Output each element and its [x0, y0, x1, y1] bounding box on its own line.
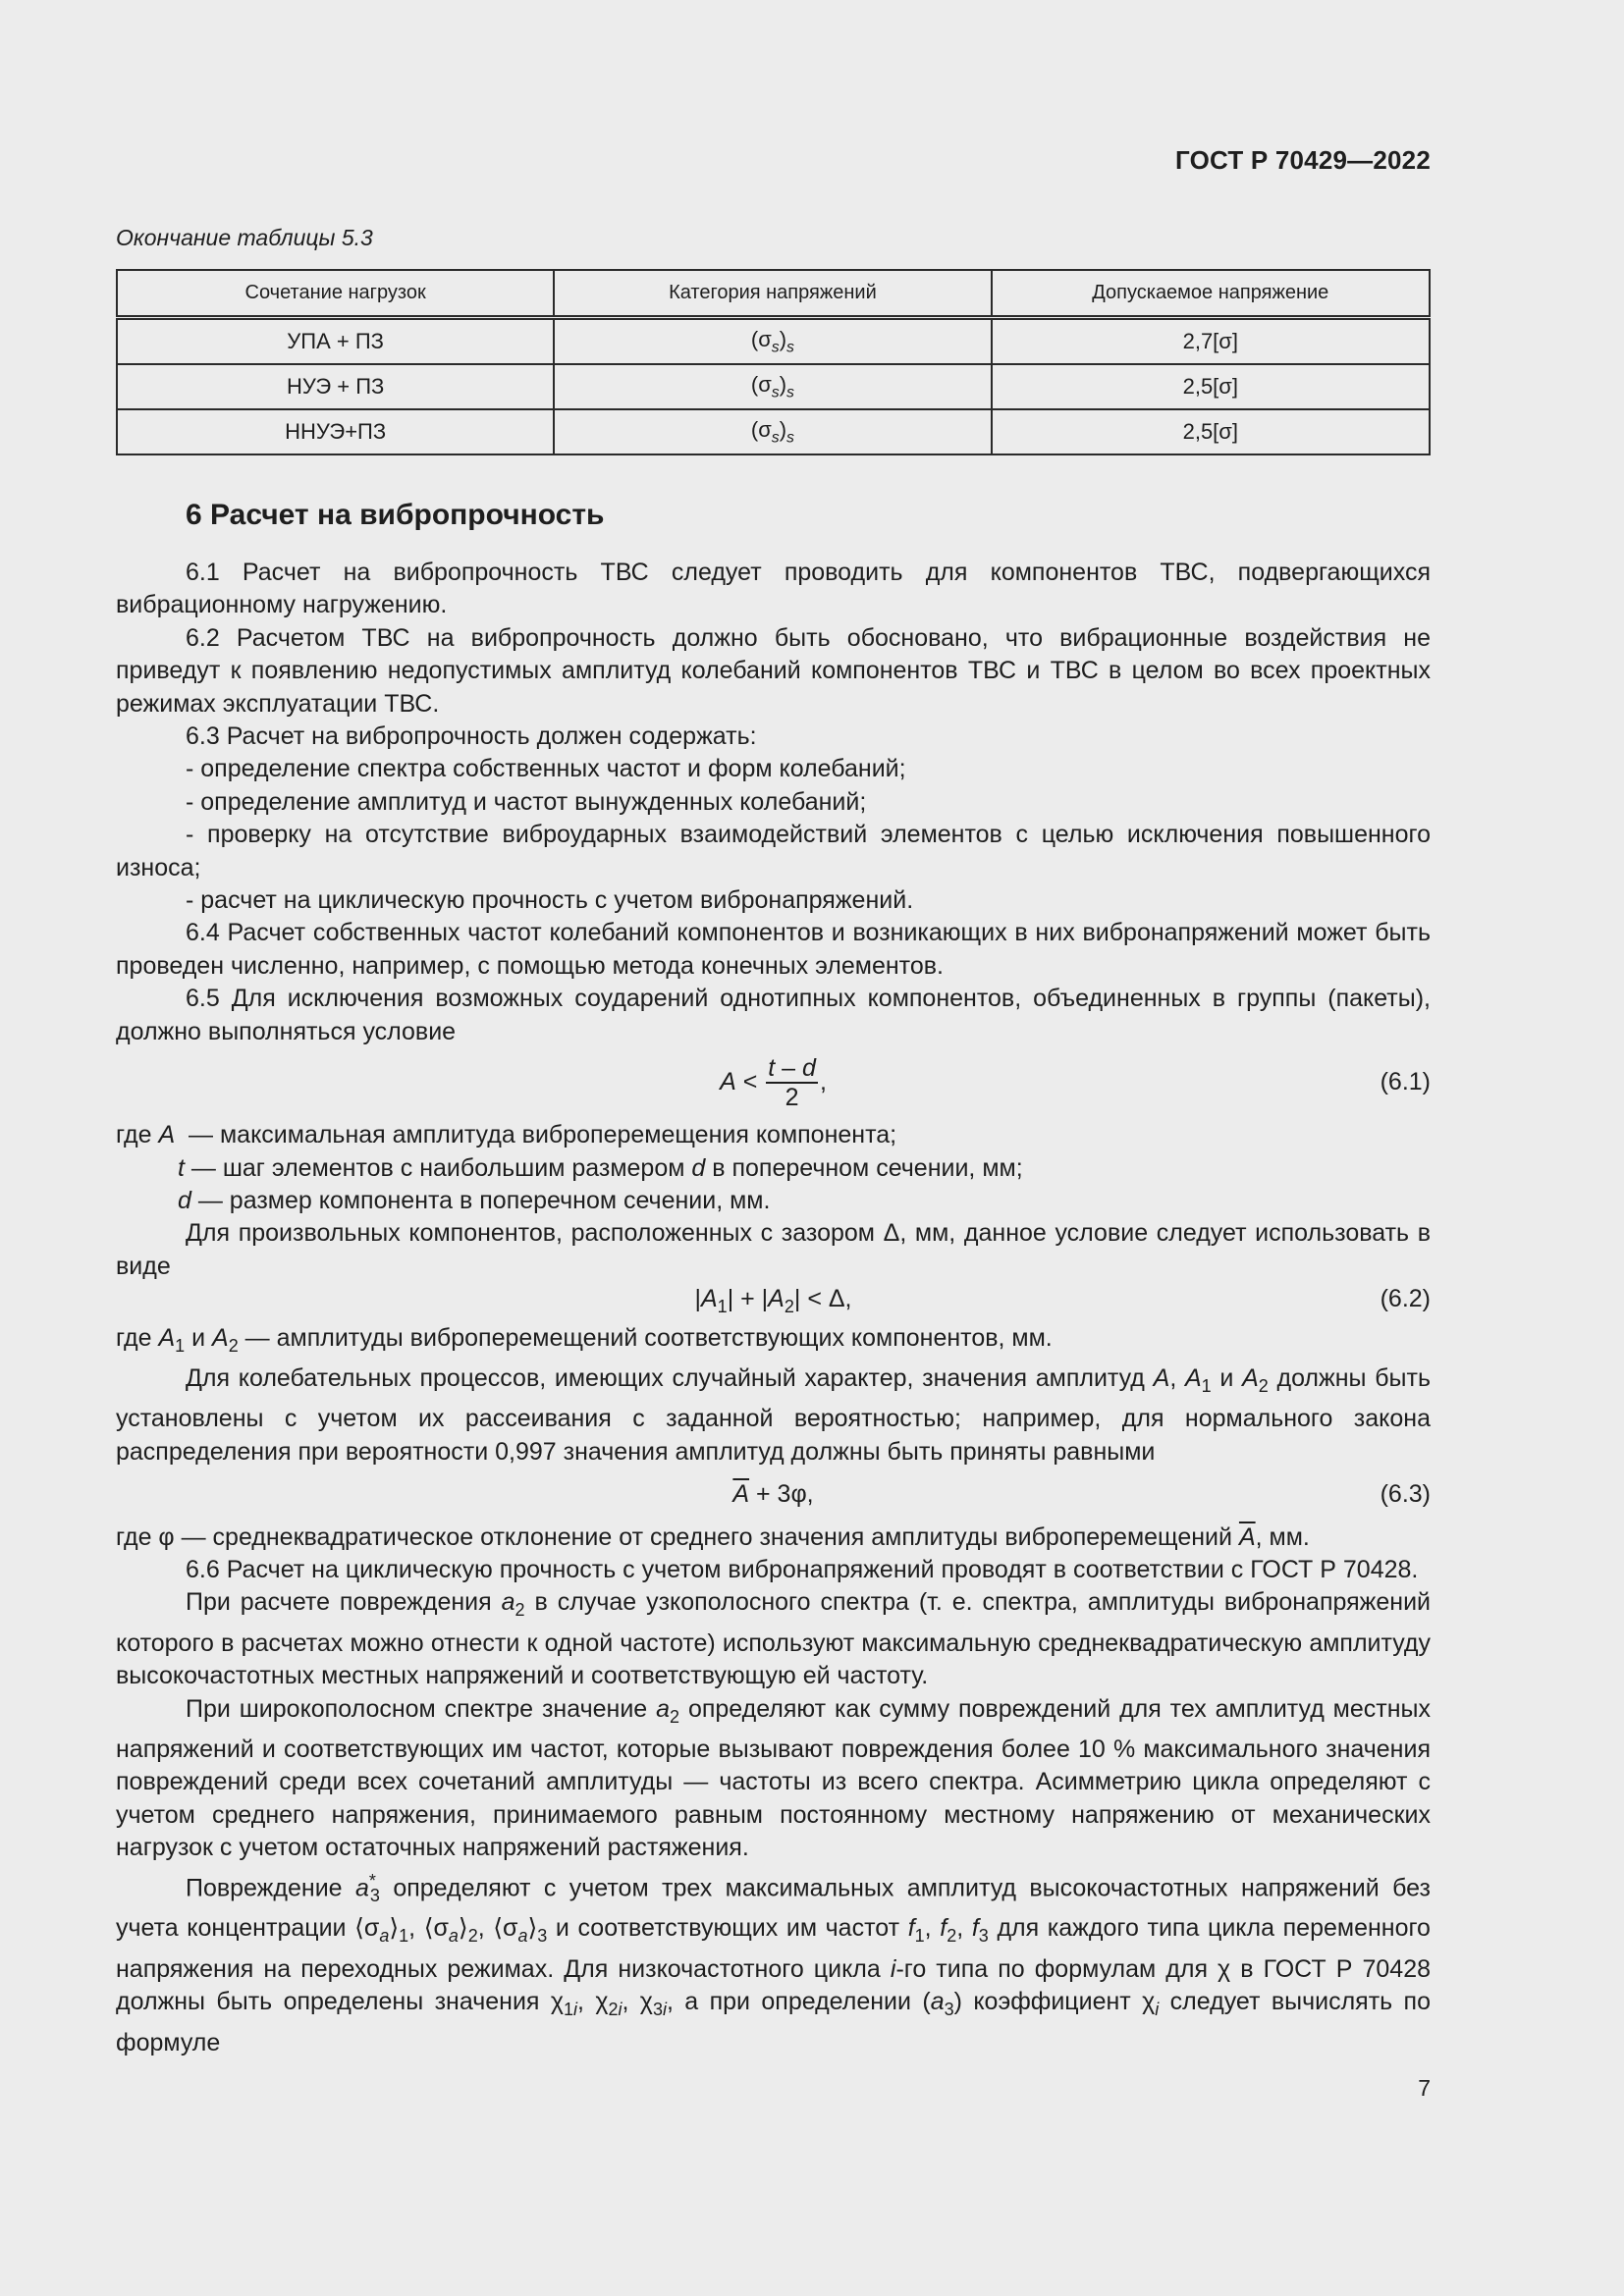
cell-load: НУЭ + ПЗ — [117, 364, 554, 409]
cell-load: УПА + ПЗ — [117, 318, 554, 365]
paragraph-6-3: 6.3 Расчет на вибропрочность должен содержать: — [186, 722, 757, 751]
list-item: - расчет на циклическую прочность с учетом вибронапряжений. — [186, 886, 914, 915]
paragraph-6-1: 6.1 Расчет на вибропрочность ТВС следует проводить для компонентов ТВС, подвергающихся вибрационному нагружению. — [116, 559, 1431, 619]
cell-allowable: 2,5[σ] — [992, 409, 1430, 454]
cell-allowable: 2,7[σ] — [992, 318, 1430, 365]
cell-allowable: 2,5[σ] — [992, 364, 1430, 409]
col-header-allowable-stress: Допускаемое напряжение — [992, 270, 1430, 318]
where-a: где A — максимальная амплитуда виброперемещения компонента; — [116, 1121, 897, 1149]
list-item: - определение амплитуд и частот вынужденных колебаний; — [186, 787, 867, 816]
table-row — [117, 409, 1430, 454]
paragraph-6-4: 6.4 Расчет собственных частот колебаний компонентов и возникающих в них вибронапряжений может быть проведен численно, например, с помощью метода конечных элементов. — [116, 919, 1431, 980]
col-header-stress-category: Категория напряжений — [554, 270, 991, 318]
equation-number: (6.3) — [1380, 1480, 1431, 1509]
paragraph-narrowband: При расчете повреждения $a_2$ в случае узкополосного спектра (т. е. спектра, амплитуды вибронапряжений которого в расчетах можно отнести к одной частоте) используют максимальную среднеквадратическую амплитуду высокочастотных местных напряжений и соответствующую ей частоту. — [116, 1588, 1432, 1690]
standard-header: ГОСТ Р 70429—2022 — [1175, 145, 1431, 175]
cell-category: $(\sigma_s)_s$ — [554, 364, 991, 409]
table-header-row — [117, 270, 1430, 318]
table-row — [117, 364, 1430, 409]
where-t: t — шаг элементов с наибольшим размером d в поперечном сечении, мм; — [178, 1153, 1023, 1182]
cell-category: $(\sigma_s)_s$ — [554, 409, 991, 454]
page-number: 7 — [1418, 2075, 1431, 2101]
table-row — [117, 318, 1430, 365]
list-item: - определение спектра собственных частот и форм колебаний; — [186, 755, 906, 783]
paragraph-6-2: 6.2 Расчетом ТВС на вибропрочность должно быть обосновано, что вибрационные воздействия не приведут к появлению недопустимых амплитуд колебаний компонентов ТВС и ТВС в целом во всех проектных режимах эксплуатации ТВС. — [116, 623, 1431, 718]
paragraph-gap: Для произвольных компонентов, расположенных с зазором Δ, мм, данное условие следует использовать в виде — [116, 1219, 1431, 1280]
equation-6-1: A < $\frac{t - d}{2}$ , (6.1) — [720, 1054, 1431, 1112]
where-d: d — размер компонента в поперечном сечении, мм. — [178, 1186, 771, 1214]
cell-load: ННУЭ+ПЗ — [117, 409, 554, 454]
equation-6-2: $|A_1| + |A_2| < \Delta$, (6.2) — [694, 1285, 1431, 1317]
paragraph-6-6: 6.6 Расчет на циклическую прочность с учетом вибронапряжений проводят в соответствии с ГОСТ Р 70428. — [186, 1555, 1419, 1583]
equation-number: (6.1) — [1380, 1068, 1431, 1096]
where-phi: где φ — среднеквадратическое отклонение от среднего значения амплитуды виброперемещений $\overline{A}$, мм. — [116, 1522, 1310, 1551]
table-5-3 — [116, 269, 1431, 455]
paragraph-6-5: 6.5 Для исключения возможных соударений однотипных компонентов, объединенных в группы (пакеты), должно выполняться условие — [116, 985, 1431, 1045]
paragraph-random: Для колебательных процессов, имеющих случайный характер, значения амплитуд A, $A_1$ и $A_2$ должны быть установлены с учетом их рассеивания с заданной вероятностью; например, для нормального закона распределения при вероятности 0,997 значения амплитуд должны быть приняты равными — [116, 1363, 1431, 1466]
paragraph-damage-a3: Повреждение $a^*_3$ определяют с учетом трех максимальных амплитуд высокочастотных напряжений без учета концентрации $⟨\sigma_a⟩_1$, $⟨\sigma_a⟩_2$, $⟨\sigma_a⟩_3$ и соответствующих им частот $f_1$, $f_2$, $f_3$ для каждого типа цикла переменного напряжения на переходных режимах. Для низкочастотного цикла i-го типа по формулам для χ в ГОСТ Р 70428 должны быть определены значения $\chi_{1i}$, $\chi_{2i}$, $\chi_{3i}$, а при определении $(a_3)$ коэффициент $\chi_i$ следует вычислять по формуле — [116, 1870, 1432, 2056]
table-caption: Окончание таблицы 5.3 — [116, 225, 373, 250]
equation-6-3: $\overline{A} + 3\varphi$, (6.3) — [116, 1478, 1431, 1511]
list-item: - проверку на отсутствие виброударных взаимодействий элементов с целью исключения повышенного износа; — [116, 821, 1431, 881]
cell-category: $(\sigma_s)_s$ — [554, 318, 991, 365]
paragraph-broadband: При широкополосном спектре значение $a_2$ определяют как сумму повреждений для тех амплитуд местных напряжений и соответствующих им частот, которые вызывают повреждения более 10 % максимального значения повреждений среди всех сочетаний амплитуды — частоты из всего спектра. Асимметрию цикла определяют с учетом среднего напряжения, принимаемого равным постоянному местному напряжению от механических нагрузок с учетом остаточных напряжений растяжения. — [116, 1694, 1431, 1862]
where-a1-a2: где $A_1$ и $A_2$ — амплитуды виброперемещений соответствующих компонентов, мм. — [116, 1323, 1053, 1356]
col-header-load-combination: Сочетание нагрузок — [117, 270, 554, 318]
equation-number: (6.2) — [1380, 1285, 1431, 1313]
body-text — [116, 557, 1431, 2059]
section-title: 6 Расчет на вибропрочность — [186, 499, 605, 531]
